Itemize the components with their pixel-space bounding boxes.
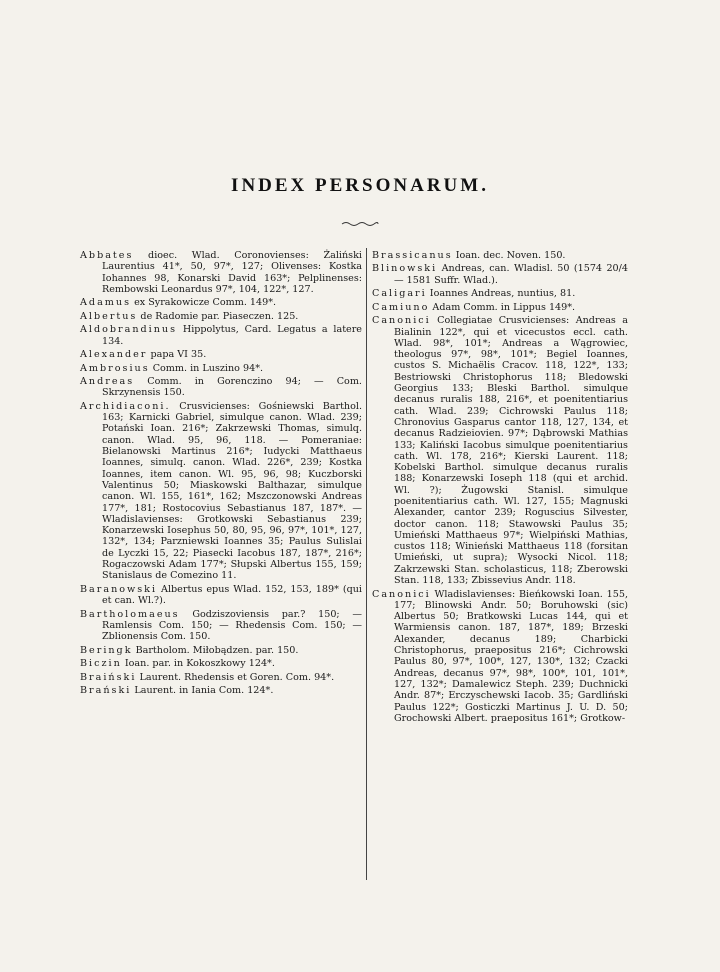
index-entry (80, 311, 362, 322)
index-entry (80, 672, 362, 683)
index-entry (80, 658, 362, 669)
entry-text: de Radomie par. Piaseczen. 125. (140, 310, 299, 322)
index-entry (372, 288, 628, 299)
entry-text: Ioannes Andreas, nuntius, 81. (429, 288, 576, 300)
entry-text: Hippolytus, Card. Legatus a latere 134. (102, 324, 362, 347)
entry-headword: Ambrosius (80, 362, 150, 374)
index-entry (80, 685, 362, 696)
right-column (372, 250, 628, 726)
entry-headword: Blinowski (372, 263, 438, 275)
entry-headword: Aldobrandinus (80, 324, 178, 336)
entry-headword: Archidiaconi. (80, 400, 171, 412)
entry-headword: Brański (80, 685, 132, 697)
index-entry (80, 363, 362, 374)
page-title: INDEX PERSONARUM. (231, 175, 489, 196)
entry-headword: Albertus (80, 310, 138, 322)
entry-headword: Braiński (80, 671, 137, 683)
entry-headword: Abbates (80, 250, 134, 261)
entry-headword: Beringk (80, 644, 133, 656)
entry-text: ex Syrakowicze Comm. 149*. (134, 297, 277, 309)
index-entry (372, 315, 628, 586)
entry-text: Crusvicienses: Gośniewski Barthol. 163; Karnicki Gabriel, simulque canon. Wlad. 239; Potański Ioan. 216*; Zakrzewski Thomas, simulq. canon. Wlad. 95, 96, 118. — Pomeraniae: Bielanowski Martinus 216*; Iudycki Matthaeus Ioannes, simulq. canon. Wlad. 226*, 239; Kostka Ioannes, item canon. Wl. 95, 96, 98; Kuczborski Valentinus 50; Miaskowski Balthazar, simulque canon. Wl. 155, 161*, 162; Mszczonowski Andreas 177*, 181; Rostocovius Sebastianus 187, 187*. — Wladislavienses: Grotkowski Sebastianus 239; Konarzewski Iosephus 50, 80, 95, 96, 97*, 101*, 127, 132*, 134; Parzniewski Ioannes 35; Paulus Sulislai de Lyczki 15, 22; Piasecki Iacobus 187, 187*, 216*; Rogaczowski Adam 177*; Słupski Albertus 155, 159; Stanislaus de Comezino 11. (102, 400, 362, 582)
entry-text: Comm. in Luszino 94*. (152, 362, 264, 374)
entry-text: Laurent. Rhedensis et Goren. Com. 94*. (139, 671, 335, 683)
entry-text: Laurent. in Iania Com. 124*. (134, 685, 274, 697)
index-entry (372, 250, 628, 261)
entry-headword: Canonici (372, 588, 431, 600)
left-column (80, 250, 362, 699)
entry-headword: Alexander (80, 349, 148, 361)
decorative-ornament (340, 220, 380, 228)
index-entry (372, 263, 628, 286)
index-entry (80, 584, 362, 607)
entry-headword: Baranowski (80, 583, 158, 595)
entry-text: Albertus epus Wlad. 152, 153, 189* (qui et can. Wl.?). (102, 583, 362, 607)
index-entry (372, 302, 628, 313)
entry-headword: Andreas (80, 376, 135, 388)
index-entry (80, 324, 362, 347)
entry-text: dioec. Wlad. Coronovienses: Żaliński Laurentius 41*, 50, 97*, 127; Olivenses: Kostka Iohannes 98, Konarski David 163*; Pelplinenses: Rembowski Leonardus 97*, 104, 122*, 127. (102, 250, 362, 295)
entry-text: papa VI 35. (150, 349, 207, 361)
column-divider (366, 248, 367, 880)
entry-headword: Camiuno (372, 301, 430, 313)
index-entry (80, 609, 362, 643)
entry-headword: Brassicanus (372, 250, 453, 261)
entry-text: Collegiatae Crusvicienses: Andreas a Bialinin 122*, qui et vicecustos eccl. cath. Wlad. 98*, 101*; Andreas a Wągrowiec, theologus 97*, 98*, 101*; Begiel Ioannes, custos S. Michaëlis Cracov. 118, 122*, 133; Bestriowski Christophorus 118; Bledowski Georgius 133; Bleski Barthol. simulque decanus ruralis 188, 216*, et poenitentiarius cath. Wlad. 239; Cichrowski Paulus 118; Chronovius Gasparus cantor 118, 127, 134, et decanus Radzieiovien. 97*; Dąbrowski Mathias 133; Kaliński Iacobus simulque poenitentiarius cath. Wl. 178, 216*; Kierski Laurent. 118; Kobelski Barthol. simulque decanus ruralis 188; Konarzewski Ioseph 118 (qui et archid. Wl. ?); Żugowski Stanisl. simulque poenitentiarius cath. Wl. 127, 155; Magnuski Alexander, cantor 239; Roguscius Silvester, doctor canon. 118; Stawowski Paulus 35; Umieński Matthaeus 97*; Wielpiński Mathias, custos 118; Winieński Matthaeus 118 (forsitan Umieński, ut supra); Wysocki Nicol. 118; Zakrzewski Stan. scholasticus, 118; Zberowski Stan. 118, 133; Zbissevius Andr. 118. (394, 315, 628, 587)
entry-headword: Bartholomaeus (80, 608, 180, 620)
index-entry (80, 250, 362, 295)
entry-headword: Biczin (80, 658, 122, 670)
entry-text: Bartholom. Miłobądzen. par. 150. (135, 644, 299, 656)
index-entry (80, 297, 362, 308)
entry-text: Godziszoviensis par.? 150; — Ramlensis Com. 150; — Rhedensis Com. 150; — Zblionensis Com. 150. (102, 608, 362, 643)
index-entry (80, 349, 362, 360)
index-entry (80, 376, 362, 399)
entry-headword: Adamus (80, 297, 131, 309)
entry-text: Adam Comm. in Lippus 149*. (432, 301, 576, 313)
entry-text: Wladislavienses: Bieńkowski Ioan. 155, 177; Blinowski Andr. 50; Boruhowski (sic) Albertus 50; Bratkowski Lucas 144, qui et Warmiensis canon. 187, 187*, 189; Brzeski Alexander, decanus 189; Charbicki Christophorus, praepositus 216*; Cichrowski Paulus 80, 97*, 100*, 127, 130*, 132; Czacki Andreas, decanus 97*, 98*, 100*, 101, 101*, 127, 132*; Damalewicz Steph. 239; Duchnicki Andr. 87*; Erczyschewski Iacob. 35; Gardliński Paulus 122*; Gosticzki Martinus J. U. D. 50; Grochowski Albert. praepositus 161*; Grotkow- (394, 588, 628, 724)
index-entry (80, 401, 362, 582)
entry-headword: Canonici (372, 315, 431, 327)
entry-text: Comm. in Gorenczino 94; — Com. Skrzynensis 150. (102, 376, 362, 399)
entry-text: Ioan. par. in Kokoszkowy 124*. (124, 658, 275, 670)
index-entry (80, 645, 362, 656)
entry-text: Andreas, can. Wladisl. 50 (1574 20/4 — 1581 Suffr. Wlad.). (394, 263, 628, 286)
index-entry (372, 589, 628, 725)
entry-text: Ioan. dec. Noven. 150. (455, 250, 566, 261)
entry-headword: Caligari (372, 288, 427, 300)
